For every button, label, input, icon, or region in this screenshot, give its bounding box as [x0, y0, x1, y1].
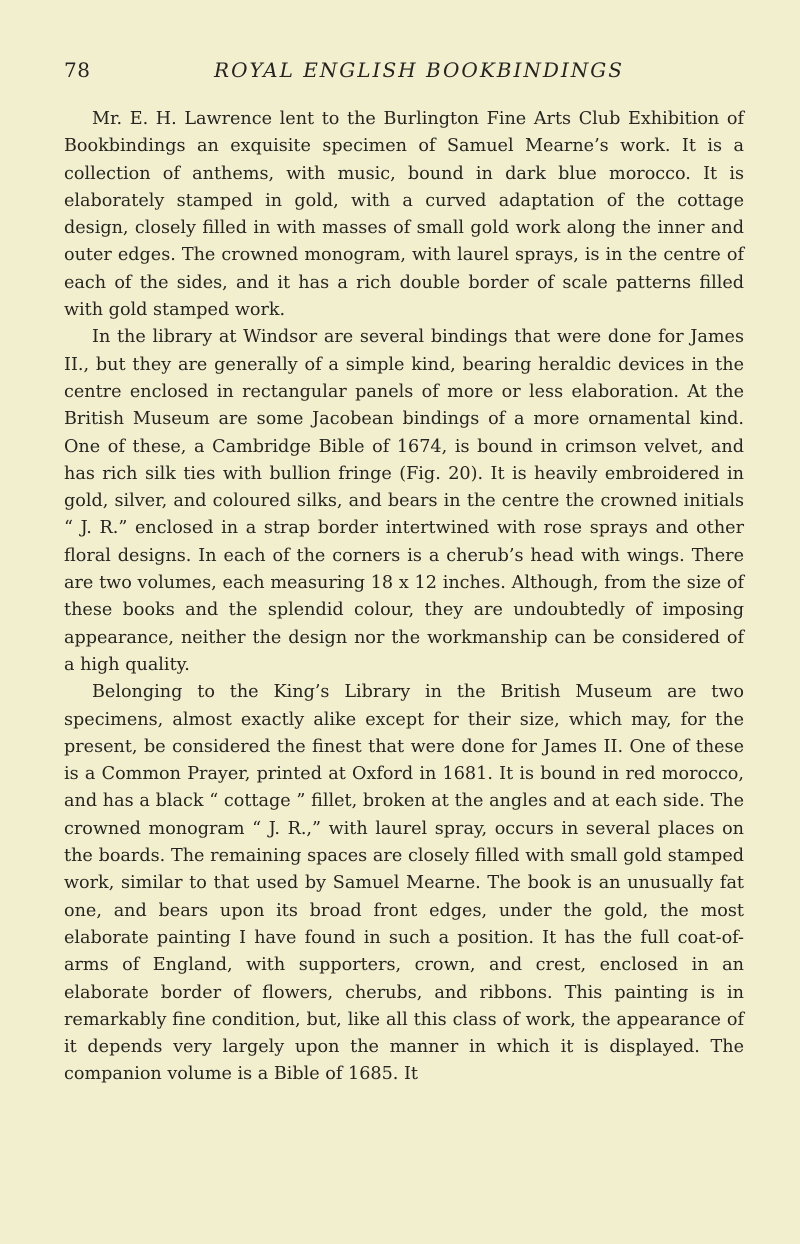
body-text	[64, 106, 744, 1089]
page-header	[64, 58, 744, 106]
running-title: ROYAL ENGLISH BOOKBINDINGS	[214, 58, 624, 82]
page-number: 78	[64, 58, 91, 82]
paragraph-3: Belonging to the King’s Library in the British Museum are two specimens, almost exactly alike except for their size, which may, for the present, be considered the finest that were done for James II. One of these is a Common Prayer, printed at Oxford in 1681. It is bound in red morocco, and has a black “ cottage ” fillet, broken at the angles and at each side. The crowned monogram “ J. R.,” with laurel spray, occurs in several places on the boards. The remaining spaces are closely filled with small gold stamped work, similar to that used by Samuel Mearne. The book is an unusually fat one, and bears upon its broad front edges, under the gold, the most elaborate painting I have found in such a position. It has the full coat-of-arms of England, with supporters, crown, and crest, enclosed in an elaborate border of flowers, cherubs, and ribbons. This painting is in remarkably fine condition, but, like all this class of work, the appearance of it depends very largely upon the manner in which it is displayed. The companion volume is a Bible of 1685. It	[64, 682, 744, 1085]
paragraph-2: In the library at Windsor are several bindings that were done for James II., but they are generally of a simple kind, bearing heraldic devices in the centre enclosed in rectangular panels of more or less elaboration. At the British Museum are some Jacobean bindings of a more ornamental kind. One of these, a Cambridge Bible of 1674, is bound in crimson velvet, and has rich silk ties with bullion fringe (Fig. 20). It is heavily embroidered in gold, silver, and coloured silks, and bears in the centre the crowned initials “ J. R.” enclosed in a strap border intertwined with rose sprays and other floral designs. In each of the corners is a cherub’s head with wings. There are two volumes, each measuring 18 x 12 inches. Although, from the size of these books and the splendid colour, they are undoubtedly of imposing appearance, neither the design nor the workmanship can be considered of a high quality.	[64, 327, 744, 675]
paragraph-1: Mr. E. H. Lawrence lent to the Burlington Fine Arts Club Exhibition of Bookbindings an exquisite specimen of Samuel Mearne’s work. It is a collection of anthems, with music, bound in dark blue morocco. It is elaborately stamped in gold, with a curved adaptation of the cottage design, closely filled in with masses of small gold work along the inner and outer edges. The crowned monogram, with laurel sprays, is in the centre of each of the sides, and it has a rich double border of scale patterns filled with gold stamped work.	[64, 109, 744, 321]
